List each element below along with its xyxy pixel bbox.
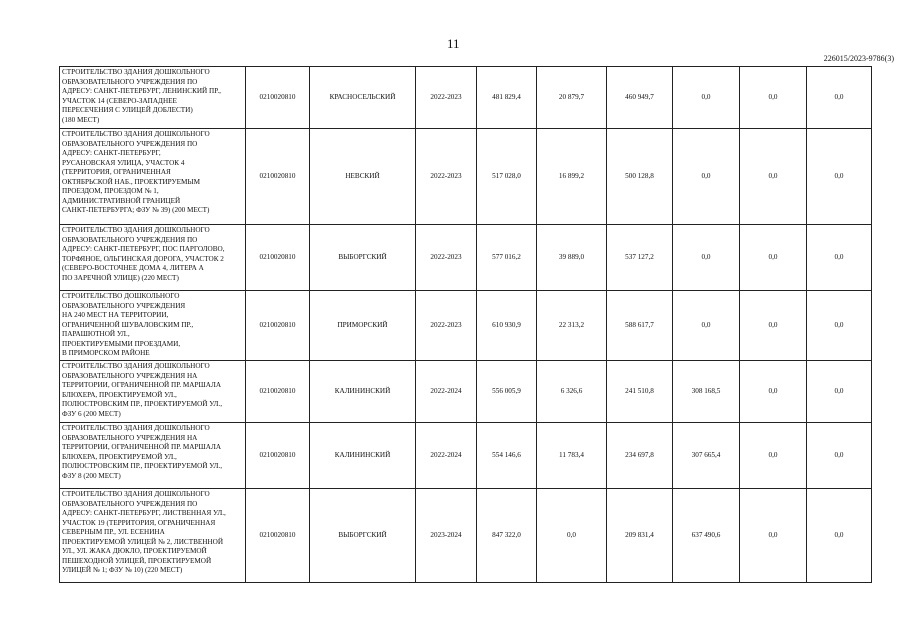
table-row xyxy=(60,489,872,583)
object-name-line: БЛЮХЕРА, ПРОЕКТИРУЕМОЙ УЛ., xyxy=(62,390,177,399)
object-name-line: УЧАСТОК 14 (СЕВЕРО-ЗАПАДНЕЕ xyxy=(62,96,177,105)
period-cell: 2022-2024 xyxy=(416,361,477,423)
object-name-line: ТЕРРИТОРИИ, ОГРАНИЧЕННОЙ ПР. МАРШАЛА xyxy=(62,381,222,389)
object-name-line: (СЕВЕРО-ВОСТОЧНЕЕ ДОМА 4, ЛИТЕРА А xyxy=(62,264,204,272)
total-amount-cell: 554 146,6 xyxy=(477,423,537,489)
object-name-line: ПОЛЮСТРОВСКИМ ПР., ПРОЕКТИРУЕМОЙ УЛ., xyxy=(62,462,223,470)
period-cell: 2023-2024 xyxy=(416,489,477,583)
district-cell: КАЛИНИНСКИЙ xyxy=(310,361,416,423)
total-amount-cell: 517 028,0 xyxy=(477,129,537,225)
object-name-line: ОКТЯБРЬСКОЙ НАБ., ПРОЕКТИРУЕМЫМ xyxy=(62,177,201,186)
amount-cell: 0,0 xyxy=(740,129,807,225)
object-name-line: УЛИЦЕЙ № 1; ФЗУ № 10) (220 МЕСТ) xyxy=(62,566,183,574)
object-name-cell xyxy=(60,225,246,291)
object-name-line: ФЗУ 6 (200 МЕСТ) xyxy=(62,409,121,418)
object-name-line: ОБРАЗОВАТЕЛЬНОГО УЧРЕЖДЕНИЯ ПО xyxy=(62,235,198,244)
amount-cell: 0,0 xyxy=(740,225,807,291)
budget-code-cell: 0210020810 xyxy=(246,291,310,361)
object-name-line: ОБРАЗОВАТЕЛЬНОГО УЧРЕЖДЕНИЯ ПО xyxy=(62,499,198,508)
object-name-line: АДРЕСУ: САНКТ-ПЕТЕРБУРГ, ЛИСТВЕННАЯ УЛ., xyxy=(62,509,226,517)
document-reference: 226015/2023-9786(3) xyxy=(823,54,894,63)
amount-cell: 0,0 xyxy=(673,67,740,129)
period-cell: 2022-2023 xyxy=(416,225,477,291)
object-name-line: ТЕРРИТОРИИ, ОГРАНИЧЕННОЙ ПР. МАРШАЛА xyxy=(62,443,222,451)
amount-cell: 0,0 xyxy=(807,489,872,583)
object-name-line: ОБРАЗОВАТЕЛЬНОГО УЧРЕЖДЕНИЯ НА xyxy=(62,371,198,380)
period-cell: 2022-2023 xyxy=(416,291,477,361)
amount-cell: 0,0 xyxy=(807,129,872,225)
object-name-cell xyxy=(60,67,246,129)
amount-cell: 0,0 xyxy=(807,361,872,423)
object-name-line: АДМИНИСТРАТИВНОЙ ГРАНИЦЕЙ xyxy=(62,196,181,205)
amount-cell: 20 879,7 xyxy=(537,67,607,129)
object-name-line: СТРОИТЕЛЬСТВО ЗДАНИЯ ДОШКОЛЬНОГО xyxy=(62,424,210,432)
object-name-cell xyxy=(60,129,246,225)
object-name-line: АДРЕСУ: САНКТ-ПЕТЕРБУРГ, ПОС ПАРГОЛОВО, xyxy=(62,245,225,253)
object-name-line: ПОЛЮСТРОВСКИМ ПР., ПРОЕКТИРУЕМОЙ УЛ., xyxy=(62,400,223,408)
object-name-line: СЕВЕРНЫМ ПР., УЛ. ЕСЕНИНА xyxy=(62,528,165,536)
object-name-line: СТРОИТЕЛЬСТВО ЗДАНИЯ ДОШКОЛЬНОГО xyxy=(62,362,210,370)
district-cell: КРАСНОСЕЛЬСКИЙ xyxy=(310,67,416,129)
amount-cell: 22 313,2 xyxy=(537,291,607,361)
amount-cell: 0,0 xyxy=(673,129,740,225)
amount-cell: 0,0 xyxy=(807,291,872,361)
budget-code-cell: 0210020810 xyxy=(246,129,310,225)
object-name-line: ПРОЕКТИРУЕМОЙ УЛИЦЕЙ № 2, ЛИСТВЕННОЙ xyxy=(62,537,224,546)
table-row xyxy=(60,67,872,129)
amount-cell: 0,0 xyxy=(673,291,740,361)
amount-cell: 0,0 xyxy=(740,67,807,129)
amount-cell: 637 490,6 xyxy=(673,489,740,583)
table-row xyxy=(60,225,872,291)
object-name-line: ПЕРЕСЕЧЕНИЯ С УЛИЦЕЙ ДОБЛЕСТИ) xyxy=(62,106,193,114)
object-name-line: НА 240 МЕСТ НА ТЕРРИТОРИИ, xyxy=(62,311,169,319)
amount-cell: 0,0 xyxy=(740,291,807,361)
total-amount-cell: 610 930,9 xyxy=(477,291,537,361)
budget-code-cell: 0210020810 xyxy=(246,423,310,489)
amount-cell: 588 617,7 xyxy=(607,291,673,361)
object-name-line: ПРОЕЗДОМ, ПРОЕЗДОМ № 1, xyxy=(62,187,159,195)
budget-code-cell: 0210020810 xyxy=(246,361,310,423)
object-name-line: СТРОИТЕЛЬСТВО ЗДАНИЯ ДОШКОЛЬНОГО xyxy=(62,490,210,498)
object-name-line: ОБРАЗОВАТЕЛЬНОГО УЧРЕЖДЕНИЯ ПО xyxy=(62,77,198,86)
object-name-line: ОБРАЗОВАТЕЛЬНОГО УЧРЕЖДЕНИЯ НА xyxy=(62,433,198,442)
amount-cell: 308 168,5 xyxy=(673,361,740,423)
amount-cell: 0,0 xyxy=(673,225,740,291)
object-name-line: ОГРАНИЧЕННОЙ ШУВАЛОВСКИМ ПР., xyxy=(62,320,194,329)
budget-code-cell: 0210020810 xyxy=(246,67,310,129)
district-cell: ВЫБОРГСКИЙ xyxy=(310,489,416,583)
amount-cell: 460 949,7 xyxy=(607,67,673,129)
object-name-cell xyxy=(60,423,246,489)
amount-cell: 500 128,8 xyxy=(607,129,673,225)
amount-cell: 0,0 xyxy=(740,489,807,583)
amount-cell: 234 697,8 xyxy=(607,423,673,489)
table-row xyxy=(60,291,872,361)
amount-cell: 0,0 xyxy=(807,225,872,291)
object-name-line: УЧАСТОК 19 (ТЕРРИТОРИЯ, ОГРАНИЧЕННАЯ xyxy=(62,518,216,527)
object-name-line: УЛ., УЛ. ЖАКА ДЮКЛО, ПРОЕКТИРУЕМОЙ xyxy=(62,547,207,555)
total-amount-cell: 556 005,9 xyxy=(477,361,537,423)
budget-code-cell: 0210020810 xyxy=(246,225,310,291)
amount-cell: 0,0 xyxy=(740,423,807,489)
budget-code-cell: 0210020810 xyxy=(246,489,310,583)
object-name-cell xyxy=(60,489,246,583)
object-name-line: ОБРАЗОВАТЕЛЬНОГО УЧРЕЖДЕНИЯ ПО xyxy=(62,139,198,148)
amount-cell: 6 326,6 xyxy=(537,361,607,423)
object-name-line: ПЕШЕХОДНОЙ УЛИЦЕЙ, ПРОЕКТИРУЕМОЙ xyxy=(62,556,212,565)
object-name-line: (180 МЕСТ) xyxy=(62,115,100,124)
amount-cell: 0,0 xyxy=(807,67,872,129)
object-name-line: (ТЕРРИТОРИЯ, ОГРАНИЧЕННАЯ xyxy=(62,168,171,176)
district-cell: ВЫБОРГСКИЙ xyxy=(310,225,416,291)
object-name-line: СТРОИТЕЛЬСТВО ЗДАНИЯ ДОШКОЛЬНОГО xyxy=(62,130,210,138)
table-row xyxy=(60,361,872,423)
amount-cell: 0,0 xyxy=(537,489,607,583)
period-cell: 2022-2024 xyxy=(416,423,477,489)
object-name-line: СТРОИТЕЛЬСТВО ДОШКОЛЬНОГО xyxy=(62,292,180,300)
total-amount-cell: 577 016,2 xyxy=(477,225,537,291)
object-name-line: СТРОИТЕЛЬСТВО ЗДАНИЯ ДОШКОЛЬНОГО xyxy=(62,68,210,76)
object-name-line: В ПРИМОРСКОМ РАЙОНЕ xyxy=(62,349,150,357)
object-name-line: РУСАНОВСКАЯ УЛИЦА, УЧАСТОК 4 xyxy=(62,158,185,167)
amount-cell: 537 127,2 xyxy=(607,225,673,291)
table-row xyxy=(60,423,872,489)
district-cell: КАЛИНИНСКИЙ xyxy=(310,423,416,489)
amount-cell: 307 665,4 xyxy=(673,423,740,489)
object-name-line: ПО ЗАРЕЧНОЙ УЛИЦЕ) (220 МЕСТ) xyxy=(62,273,179,282)
total-amount-cell: 481 829,4 xyxy=(477,67,537,129)
amount-cell: 0,0 xyxy=(740,361,807,423)
amount-cell: 209 831,4 xyxy=(607,489,673,583)
object-name-line: ПАРАШЮТНОЙ УЛ., xyxy=(62,330,130,338)
district-cell: НЕВСКИЙ xyxy=(310,129,416,225)
object-name-line: АДРЕСУ: САНКТ-ПЕТЕРБУРГ, ЛЕНИНСКИЙ ПР., xyxy=(62,87,221,95)
object-name-cell xyxy=(60,291,246,361)
budget-table xyxy=(59,66,872,583)
amount-cell: 241 510,8 xyxy=(607,361,673,423)
object-name-line: ПРОЕКТИРУЕМЫМИ ПРОЕЗДАМИ, xyxy=(62,339,181,348)
amount-cell: 11 783,4 xyxy=(537,423,607,489)
amount-cell: 39 889,0 xyxy=(537,225,607,291)
object-name-line: ОБРАЗОВАТЕЛЬНОГО УЧРЕЖДЕНИЯ xyxy=(62,301,186,310)
object-name-line: САНКТ-ПЕТЕРБУРГА; ФЗУ № 39) (200 МЕСТ) xyxy=(62,206,210,214)
object-name-line: ФЗУ 8 (200 МЕСТ) xyxy=(62,471,121,480)
object-name-line: ТОРФЯНОЕ, ОЛЬГИНСКАЯ ДОРОГА, УЧАСТОК 2 xyxy=(62,254,224,263)
object-name-line: СТРОИТЕЛЬСТВО ЗДАНИЯ ДОШКОЛЬНОГО xyxy=(62,226,210,234)
object-name-line: БЛЮХЕРА, ПРОЕКТИРУЕМОЙ УЛ., xyxy=(62,452,177,461)
district-cell: ПРИМОРСКИЙ xyxy=(310,291,416,361)
period-cell: 2022-2023 xyxy=(416,67,477,129)
page-number: 11 xyxy=(447,36,460,51)
amount-cell: 16 899,2 xyxy=(537,129,607,225)
object-name-cell xyxy=(60,361,246,423)
total-amount-cell: 847 322,0 xyxy=(477,489,537,583)
table-row xyxy=(60,129,872,225)
amount-cell: 0,0 xyxy=(807,423,872,489)
object-name-line: АДРЕСУ: САНКТ-ПЕТЕРБУРГ, xyxy=(62,149,161,157)
period-cell: 2022-2023 xyxy=(416,129,477,225)
